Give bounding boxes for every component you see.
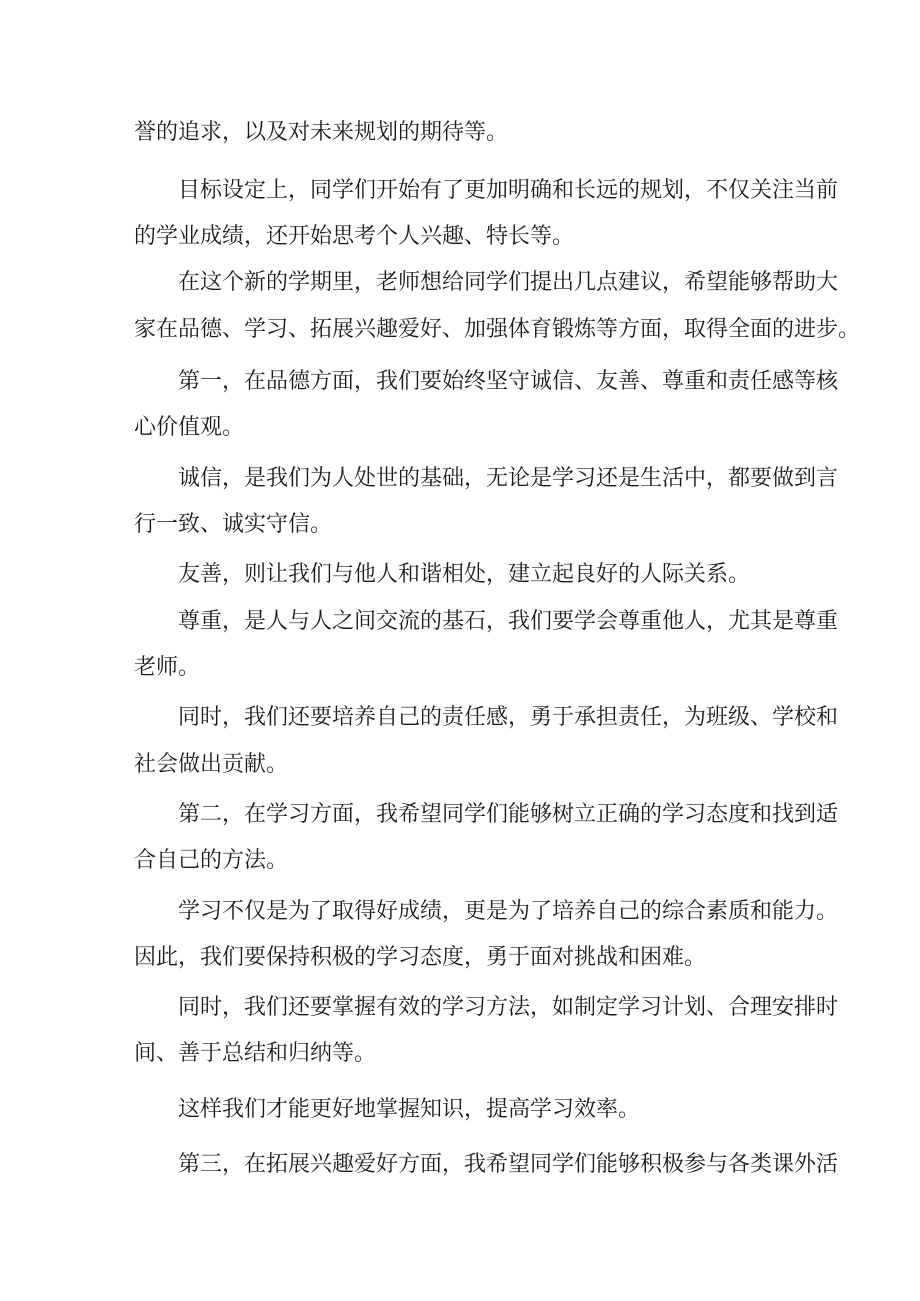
text-line: 因此，我们要保持积极的学习态度，勇于面对挑战和困难。 xyxy=(134,945,707,970)
text-line: 心价值观。 xyxy=(134,415,245,440)
text-line: 誉的追求，以及对未来规划的期待等。 xyxy=(134,120,509,145)
text-line: 同时，我们还要掌握有效的学习方法，如制定学习计划、合理安排时 xyxy=(178,995,839,1020)
text-line: 这样我们才能更好地掌握知识，提高学习效率。 xyxy=(178,1097,641,1122)
text-line: 同时，我们还要培养自己的责任感，勇于承担责任，为班级、学校和 xyxy=(178,705,839,730)
text-line: 目标设定上，同学们开始有了更加明确和长远的规划，不仅关注当前 xyxy=(178,178,839,203)
text-line: 友善，则让我们与他人和谐相处，建立起良好的人际关系。 xyxy=(178,562,751,587)
text-line: 的学业成绩，还开始思考个人兴趣、特长等。 xyxy=(134,224,575,249)
text-line: 尊重，是人与人之间交流的基石，我们要学会尊重他人，尤其是尊重 xyxy=(178,609,839,634)
text-line: 第二，在学习方面，我希望同学们能够树立正确的学习态度和找到适 xyxy=(178,802,839,827)
text-line: 间、善于总结和归纳等。 xyxy=(134,1041,377,1066)
text-line: 第三，在拓展兴趣爱好方面，我希望同学们能够积极参与各类课外活 xyxy=(178,1152,839,1177)
text-line: 老师。 xyxy=(134,655,201,680)
text-line: 在这个新的学期里，老师想给同学们提出几点建议，希望能够帮助大 xyxy=(178,270,839,295)
text-line: 学习不仅是为了取得好成绩，更是为了培养自己的综合素质和能力。 xyxy=(178,899,839,924)
text-line: 社会做出贡献。 xyxy=(134,752,289,777)
text-line: 合自己的方法。 xyxy=(134,848,289,873)
text-line: 诚信，是我们为人处世的基础，无论是学习还是生活中，都要做到言 xyxy=(178,466,839,491)
text-line: 家在品德、学习、拓展兴趣爱好、加强体育锻炼等方面，取得全面的进步。 xyxy=(134,317,861,342)
text-line: 行一致、诚实守信。 xyxy=(134,512,333,537)
text-line: 第一，在品德方面，我们要始终坚守诚信、友善、尊重和责任感等核 xyxy=(178,369,839,394)
